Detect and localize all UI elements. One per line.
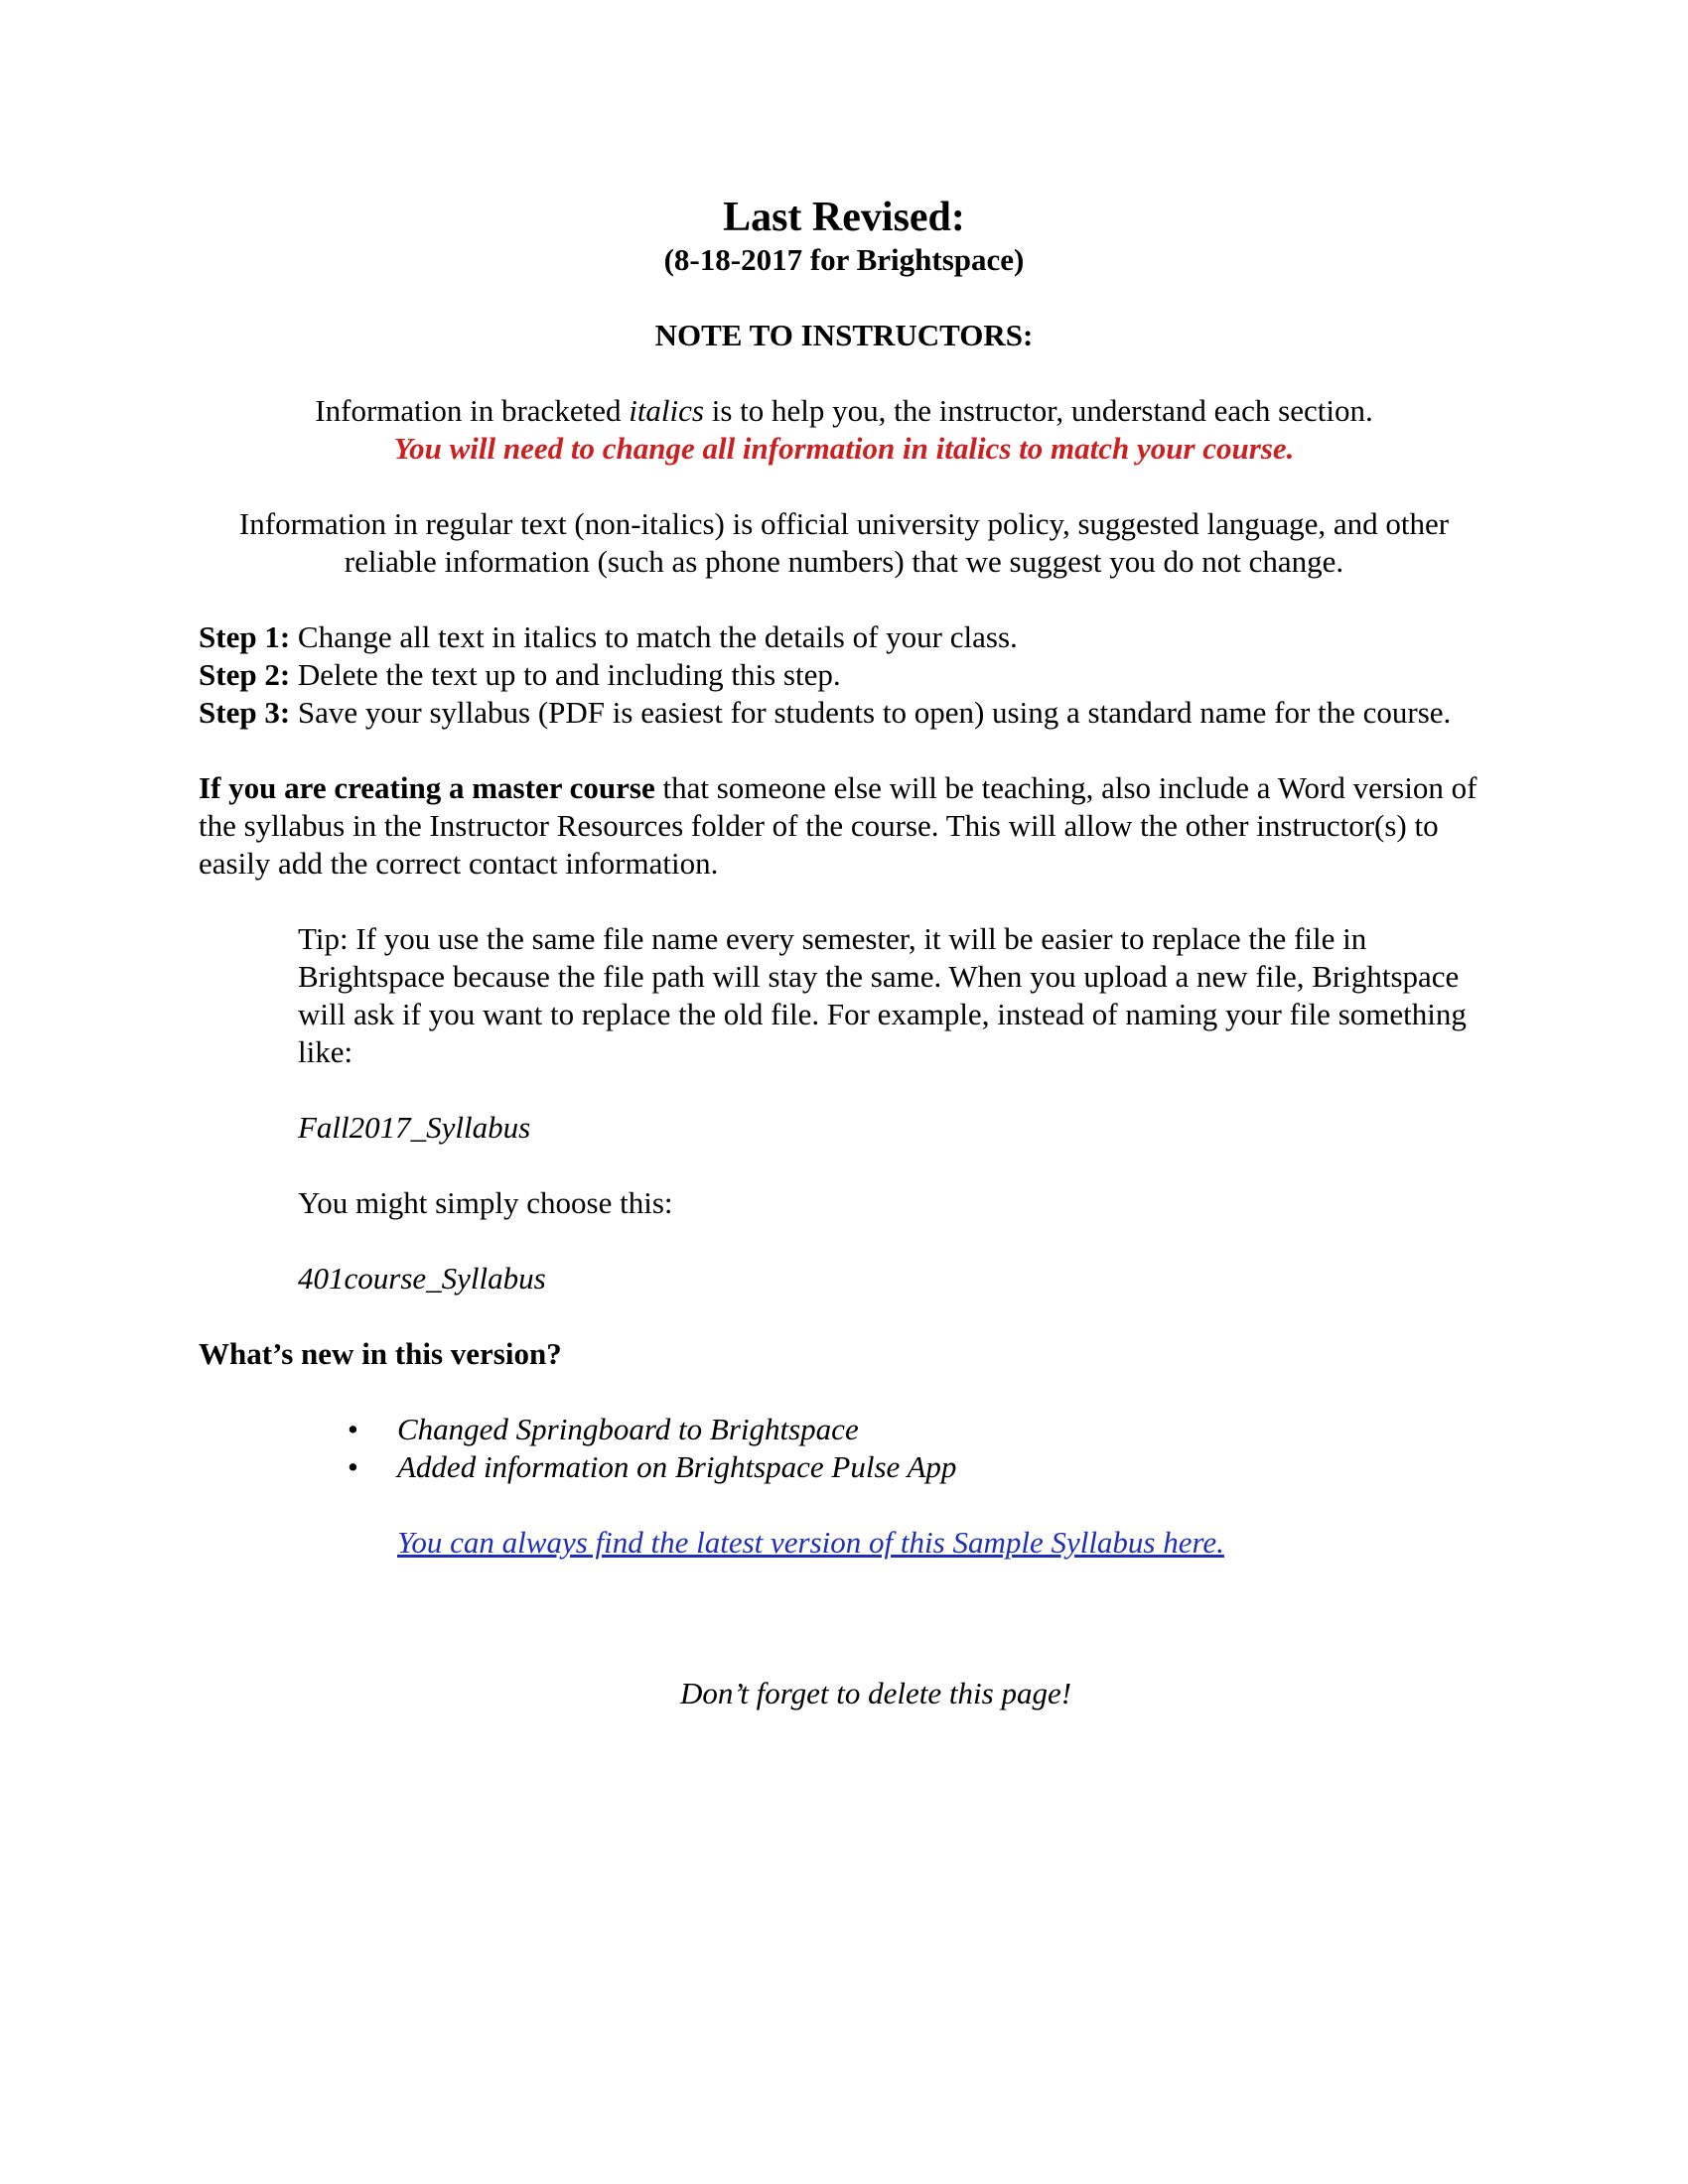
italics-info bbox=[199, 392, 1489, 430]
header bbox=[199, 194, 1489, 279]
master-course-paragraph bbox=[199, 769, 1489, 883]
tip-block bbox=[298, 920, 1489, 1297]
revision-date: (8-18-2017 for Brightspace) bbox=[663, 242, 1025, 277]
step-2 bbox=[199, 656, 1489, 694]
step-text: Change all text in italics to match the details of your class. bbox=[290, 619, 1018, 654]
latest-version-link[interactable]: You can always find the latest version of this Sample Syllabus here. bbox=[397, 1525, 1224, 1560]
filename-example-2: 401course_Syllabus bbox=[298, 1261, 546, 1296]
regular-text-info: Information in regular text (non-italics) is official university policy, suggested language, and other reliable information (such as phone numbers) that we suggest you do not change. bbox=[238, 506, 1450, 579]
page-title: Last Revised: bbox=[723, 195, 965, 240]
delete-page-reminder: Don’t forget to delete this page! bbox=[680, 1676, 1072, 1710]
steps-list bbox=[199, 618, 1489, 732]
step-label: Step 2: bbox=[199, 657, 291, 692]
document-page bbox=[199, 194, 1489, 1712]
latest-version-line bbox=[199, 1524, 1489, 1562]
step-text: Delete the text up to and including this step. bbox=[290, 657, 841, 692]
bullet-icon: • bbox=[348, 1412, 358, 1446]
bullet-icon: • bbox=[348, 1449, 358, 1484]
warning-text: You will need to change all information in italics to match your course. bbox=[393, 431, 1295, 466]
list-item bbox=[348, 1448, 1489, 1486]
italics-info-before: Information in bracketed bbox=[315, 393, 630, 428]
master-course-bold: If you are creating a master course bbox=[199, 770, 655, 805]
list-item bbox=[348, 1411, 1489, 1448]
note-heading: NOTE TO INSTRUCTORS: bbox=[654, 318, 1034, 352]
step-3 bbox=[199, 694, 1489, 732]
step-text: Save your syllabus (PDF is easiest for students to open) using a standard name for the course. bbox=[290, 695, 1452, 730]
master-course-text: that someone else will be teaching, also include a Word version of the syllabus in the Instructor Resources folder of the course. This will allow the other instructor(s) to easily add the correct contact information. bbox=[199, 770, 1477, 881]
list-item-text: Added information on Brightspace Pulse App bbox=[397, 1449, 957, 1484]
whats-new-heading: What’s new in this version? bbox=[199, 1336, 562, 1371]
italics-info-block bbox=[199, 392, 1489, 468]
list-item-text: Changed Springboard to Brightspace bbox=[397, 1412, 859, 1446]
step-label: Step 1: bbox=[199, 619, 291, 654]
tip-text: Tip: If you use the same file name every semester, it will be easier to replace the file in Brightspace because the file path will stay the same. When you upload a new file, Brightspace will ask if you want to replace the old file. For example, instead of naming your file something like: bbox=[298, 921, 1467, 1069]
tip-middle-text: You might simply choose this: bbox=[298, 1185, 673, 1220]
italics-word: italics bbox=[629, 393, 704, 428]
step-label: Step 3: bbox=[199, 695, 291, 730]
italics-info-after: is to help you, the instructor, understand each section. bbox=[703, 393, 1373, 428]
step-1 bbox=[199, 618, 1489, 656]
whats-new-list bbox=[199, 1411, 1489, 1486]
filename-example-1: Fall2017_Syllabus bbox=[298, 1110, 531, 1145]
